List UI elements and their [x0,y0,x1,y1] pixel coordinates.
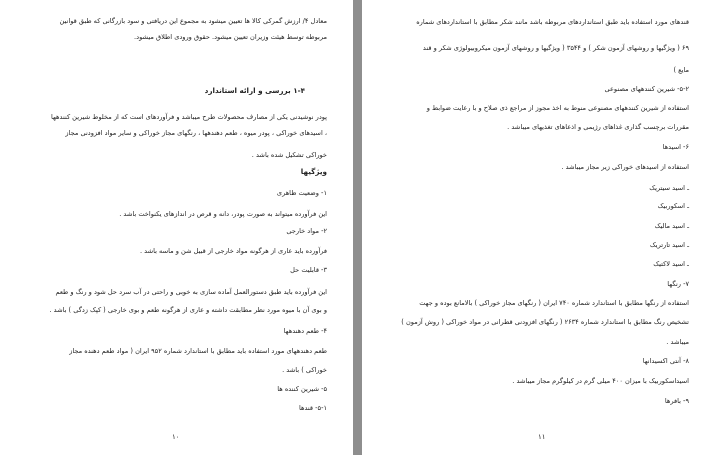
paragraph-line: معادل ۴/ ارزش گمرکی کالا ها تعیین میشود به مجموع این دریافتی و سود بازرگانی که طبق قوانین [59,17,327,25]
item-heading: ۹- بافرها [664,397,689,405]
paragraph-line: مقررات برچسب گذاری غذاهای رژیمی و اذعاهای تغذیهای میباشد . [507,123,689,131]
paragraph-line: استفاده از رنگها مطابق با استاندارد شماره ۷۴۰ ایران ( رنگهای مجاز خوراکی ) بالامانع بوده و جهت [419,299,689,307]
list-item: ـ اسید سیتریک [649,184,689,192]
paragraph-line: تشخیص رنگ مطابق با استاندارد شماره ۲۶۳۴ ( رنگهای افزودنی قطرانی در مواد خوراکی ( روش آزمون ) [401,318,689,326]
paragraph-line: پودر نوشیدنی یکی از مصارف محصولات طرح میباشد و فرآوردهای است که از مخلوط شیرین کنندهها [50,113,327,121]
item-heading: ۱- وضعیت ظاهری [276,189,327,197]
section-heading: ۱-۴ بررسی و ارائه استاندارد [204,86,305,95]
list-item: ـ اسید تارتریک [649,241,689,249]
paragraph-line: فرآورده باید عاری از هرگونه مواد خارجی از قبیل شن و ماسه باشد . [139,247,327,255]
right-page [362,0,715,455]
paragraph-line: خوراکی ) باشد . [282,366,327,374]
subheading: ویژگیها [300,167,327,176]
paragraph-line: قندهای مورد استفاده باید طبق استانداردهای مربوطه باشد مانند شکر مطابق با استانداردهای شماره [416,18,689,26]
paragraph-line: استفاده از اسیدهای خوراکی زیر مجاز میباشد . [561,163,689,171]
item-heading: ۸- آنتی اکسیدانها [642,357,689,365]
paragraph-line: خوراکی تشکیل شده باشد . [251,151,327,159]
paragraph-line: استفاده از شیرین کنندههای مصنوعی منوط به اخذ مجوز از مراجع ذی صلاح و با رعایت ضوابط و [426,104,689,112]
item-heading: ۵-۱- قندها [298,404,327,412]
item-heading: ۴- طعم دهندهها [283,327,327,335]
paragraph-line: مایع ) [673,66,689,74]
paragraph-line: و بوی آن با میوه مورد نظر مطابقت داشته و عاری از هرگونه طعم و بوی خارجی ( کپک زدگی ) باشد . [49,306,327,314]
page-number: ۱۰ [172,433,180,441]
item-heading: ۶- اسیدها [662,143,689,151]
paragraph-line: طعم دهندههای مورد استفاده باید مطابق با استاندارد شماره ۹۵۲ ایران ( مواد طعم دهنده مجاز [69,347,327,355]
list-item: ـ اسید مالیک [654,222,689,230]
page-number: ۱۱ [538,433,546,441]
item-heading: ۵-۲- شیرین کنندههای مصنوعی [604,85,689,93]
paragraph-line: این فرآورده باید طبق دستورالعمل آماده سازی به خوبی و راحتی در آب سرد حل شود و رنگ و طعم [55,288,327,296]
paragraph-line: میباشد . [666,338,689,346]
paragraph-line: مربوطه توسط هیئت وزیران تعیین میشود. حقوق ورودی اطلاق میشود. [134,33,327,41]
paragraph-line: ، اسیدهای خوراکی ، پودر میوه ، طعم دهندهها ، رنگهای مجاز خوراکی و سایر مواد افزودنی مجاز [65,129,327,137]
item-heading: ۲- مواد خارجی [286,227,327,235]
paragraph-line: اسیداسکوربیک با میزان ۴۰۰ میلی گرم در کیلوگرم مجاز میباشد . [512,377,689,385]
paragraph-line: ۶۹ ( ویژگیها و روشهای آزمون شکر ) و ۳۵۴۴ ( ویژگیها و روشهای آزمون میکروبیولوژی شکر و قند [422,44,689,52]
item-heading: ۳- قابلیت حل [290,266,327,274]
list-item: ـ اسید لاکتیک [653,260,689,268]
list-item: ـ اسکوربیک [657,202,689,210]
paragraph-line: این فرآورده میتواند به صورت پودر، دانه و قرص در اندازهای یکنواخت باشد . [119,210,327,218]
left-page [0,0,353,455]
item-heading: ۵- شیرین کننده ها [277,385,327,393]
item-heading: ۷- رنگها [667,280,689,288]
